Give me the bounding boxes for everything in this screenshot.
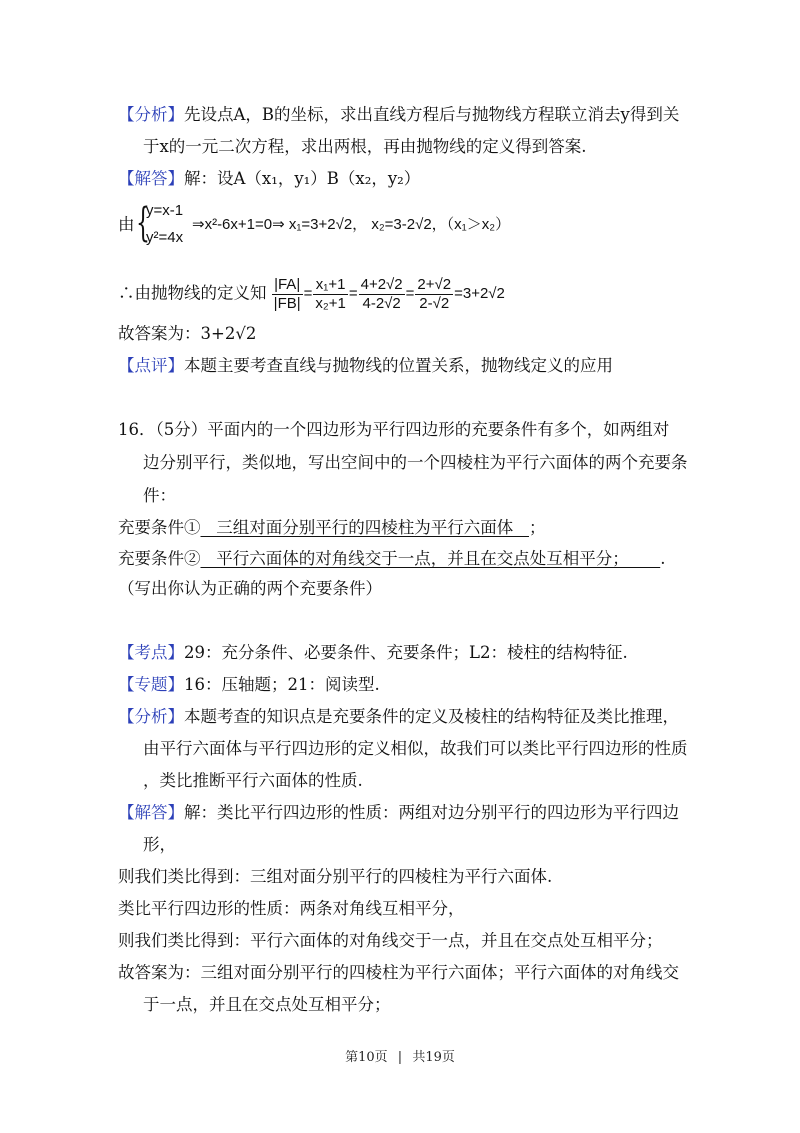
- analysis2-line-1: [118, 706, 679, 728]
- analysis-line-1: [118, 104, 679, 126]
- question-16-line-2: 边分别平行，类似地，写出空间中的一个四棱柱为平行六面体的两个充要条: [143, 453, 688, 472]
- footer-total: 共19页: [412, 1050, 455, 1065]
- system-eq-2: y²=4x: [146, 229, 184, 246]
- condition-1-label: 充要条件①: [118, 518, 201, 537]
- analysis2-tag: 【分析】: [118, 707, 184, 726]
- solution2-line-7: 于一点，并且在交点处互相平分；: [143, 995, 391, 1014]
- solution-text: 解：设A（x₁，y₁）B（x₂，y₂）: [184, 169, 421, 188]
- zhuanti-text: 16：压轴题；21：阅读型.: [184, 675, 380, 694]
- fraction-2-sqrt: $\frac{2+√2}{2-√2}$: [417, 276, 452, 312]
- solution2-tag: 【解答】: [118, 803, 184, 822]
- condition-2-answer: 平行六面体的对角线交于一点，并且在交点处互相平分；: [200, 549, 661, 568]
- answer-line: 故答案为：3+2√2: [118, 324, 257, 343]
- kaodian-text: 29：充分条件、必要条件、充要条件；L2：棱柱的结构特征.: [184, 643, 628, 662]
- analysis2-text: 本题考查的知识点是充要条件的定义及棱柱的结构特征及类比推理，: [184, 707, 679, 726]
- question-16-line-3: 件：: [143, 486, 176, 505]
- system-prefix: 由: [118, 215, 135, 234]
- definition-result: =3+2√2: [454, 285, 505, 303]
- zhuanti-line: [118, 674, 380, 696]
- condition-1-line: [118, 517, 545, 539]
- kaodian-tag: 【考点】: [118, 643, 184, 662]
- fraction-fa-fb: $\frac{|FA|}{|FB|}$: [273, 276, 301, 312]
- definition-prefix: ∴由抛物线的定义知: [118, 283, 267, 303]
- analysis-text: 先设点A，B的坐标，求出直线方程后与抛物线方程联立消去y得到关: [184, 105, 680, 124]
- condition-2-end: .: [660, 549, 666, 568]
- system-brace: {: [136, 200, 150, 246]
- condition-1-end: ；: [528, 518, 546, 537]
- condition-2-line: [118, 548, 665, 570]
- analysis-line-2: 于x的一元二次方程，求出两根，再由抛物线的定义得到答案.: [143, 137, 587, 156]
- zhuanti-tag: 【专题】: [118, 675, 184, 694]
- solution2-text: 解：类比平行四边形的性质：两组对边分别平行的四边形为平行四边: [184, 803, 679, 822]
- fraction-4-sqrt: $\frac{4+2√2}{4-2√2}$: [360, 276, 403, 312]
- solution2-line-1: [118, 802, 679, 824]
- fraction-x1-x2: $\frac{\text{x₁+1}}{\text{x₂+1}}$: [315, 276, 346, 312]
- solution2-line-3: 则我们类比得到：三组对面分别平行的四棱柱为平行六面体.: [118, 867, 553, 886]
- solution2-line-2: 形，: [143, 835, 176, 854]
- kaodian-line: [118, 642, 628, 664]
- footer-separator: |: [397, 1050, 403, 1065]
- solution-tag: 【解答】: [118, 169, 184, 188]
- analysis2-line-2: 由平行六面体与平行四边形的定义相似，故我们可以类比平行四边形的性质: [143, 739, 688, 758]
- comment-line: [118, 355, 613, 377]
- condition-2-label: 充要条件②: [118, 549, 201, 568]
- analysis2-line-3: ，类比推断平行六面体的性质.: [143, 771, 363, 790]
- analysis-tag: 【分析】: [118, 105, 184, 124]
- comment-tag: 【点评】: [118, 356, 184, 375]
- solution-line: [118, 168, 420, 190]
- question-16-note: （写出你认为正确的两个充要条件）: [118, 579, 382, 598]
- solution2-line-6: 故答案为：三组对面分别平行的四棱柱为平行六面体；平行六面体的对角线交: [118, 963, 679, 982]
- system-result: ⇒x²-6x+1=0⇒ x₁=3+2√2， x₂=3-2√2，（x₁＞x₂）: [192, 216, 511, 233]
- system-eq-1: y=x-1: [146, 202, 184, 219]
- question-16-line-1: 16．（5分）平面内的一个四边形为平行四边形的充要条件有多个，如两组对: [118, 420, 670, 439]
- definition-line: ∴由抛物线的定义知 $\frac{|FA|}{|FB|}$ = $\frac{\text{x₁+1}}{\text{x₂+1}}$ = $\frac{4+2√2}{4-2√2}$ = $\frac{2+√2}{2-√2}$ =3+2√2: [118, 276, 505, 312]
- comment-text: 本题主要考查直线与抛物线的位置关系，抛物线定义的应用: [184, 356, 613, 375]
- condition-1-answer: 三组对面分别平行的四棱柱为平行六面体: [200, 518, 529, 537]
- page-footer: [0, 1046, 800, 1065]
- solution2-line-5: 则我们类比得到：平行六面体的对角线交于一点，并且在交点处互相平分；: [118, 931, 663, 950]
- footer-page: 第10页: [345, 1050, 388, 1065]
- solution2-line-4: 类比平行四边形的性质：两条对角线互相平分，: [118, 899, 465, 918]
